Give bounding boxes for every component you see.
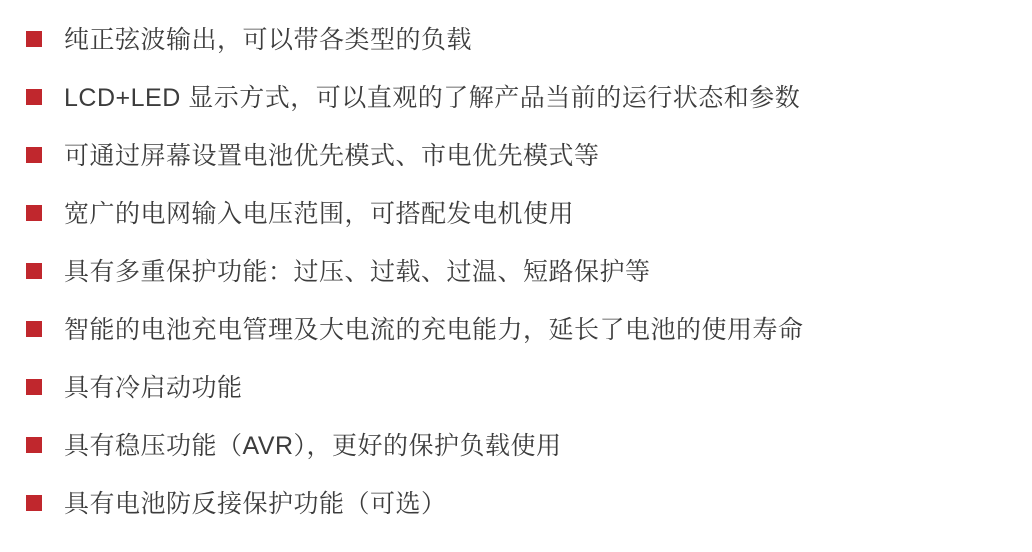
list-item-label: 具有电池防反接保护功能（可选） [64, 490, 447, 518]
list-item [0, 482, 1032, 540]
list-item-label: 纯正弦波输出，可以带各类型的负载 [64, 26, 473, 54]
list-item-label: LCD+LED 显示方式，可以直观的了解产品当前的运行状态和参数 [64, 84, 801, 112]
square-bullet-icon [26, 89, 42, 105]
list-item-label: 具有多重保护功能：过压、过载、过温、短路保护等 [64, 258, 651, 286]
list-item [0, 366, 1032, 424]
square-bullet-icon [26, 263, 42, 279]
square-bullet-icon [26, 379, 42, 395]
list-item [0, 424, 1032, 482]
list-item [0, 76, 1032, 134]
list-item [0, 250, 1032, 308]
list-item [0, 134, 1032, 192]
square-bullet-icon [26, 495, 42, 511]
square-bullet-icon [26, 205, 42, 221]
list-item-label: 具有冷启动功能 [64, 374, 243, 402]
square-bullet-icon [26, 147, 42, 163]
list-item [0, 192, 1032, 250]
list-item-label: 可通过屏幕设置电池优先模式、市电优先模式等 [64, 142, 600, 170]
list-item [0, 308, 1032, 366]
list-item-label: 宽广的电网输入电压范围，可搭配发电机使用 [64, 200, 575, 228]
square-bullet-icon [26, 437, 42, 453]
list-item [0, 18, 1032, 76]
square-bullet-icon [26, 321, 42, 337]
list-item-label: 具有稳压功能（AVR），更好的保护负载使用 [64, 432, 562, 460]
square-bullet-icon [26, 31, 42, 47]
list-item-label: 智能的电池充电管理及大电流的充电能力，延长了电池的使用寿命 [64, 316, 804, 344]
